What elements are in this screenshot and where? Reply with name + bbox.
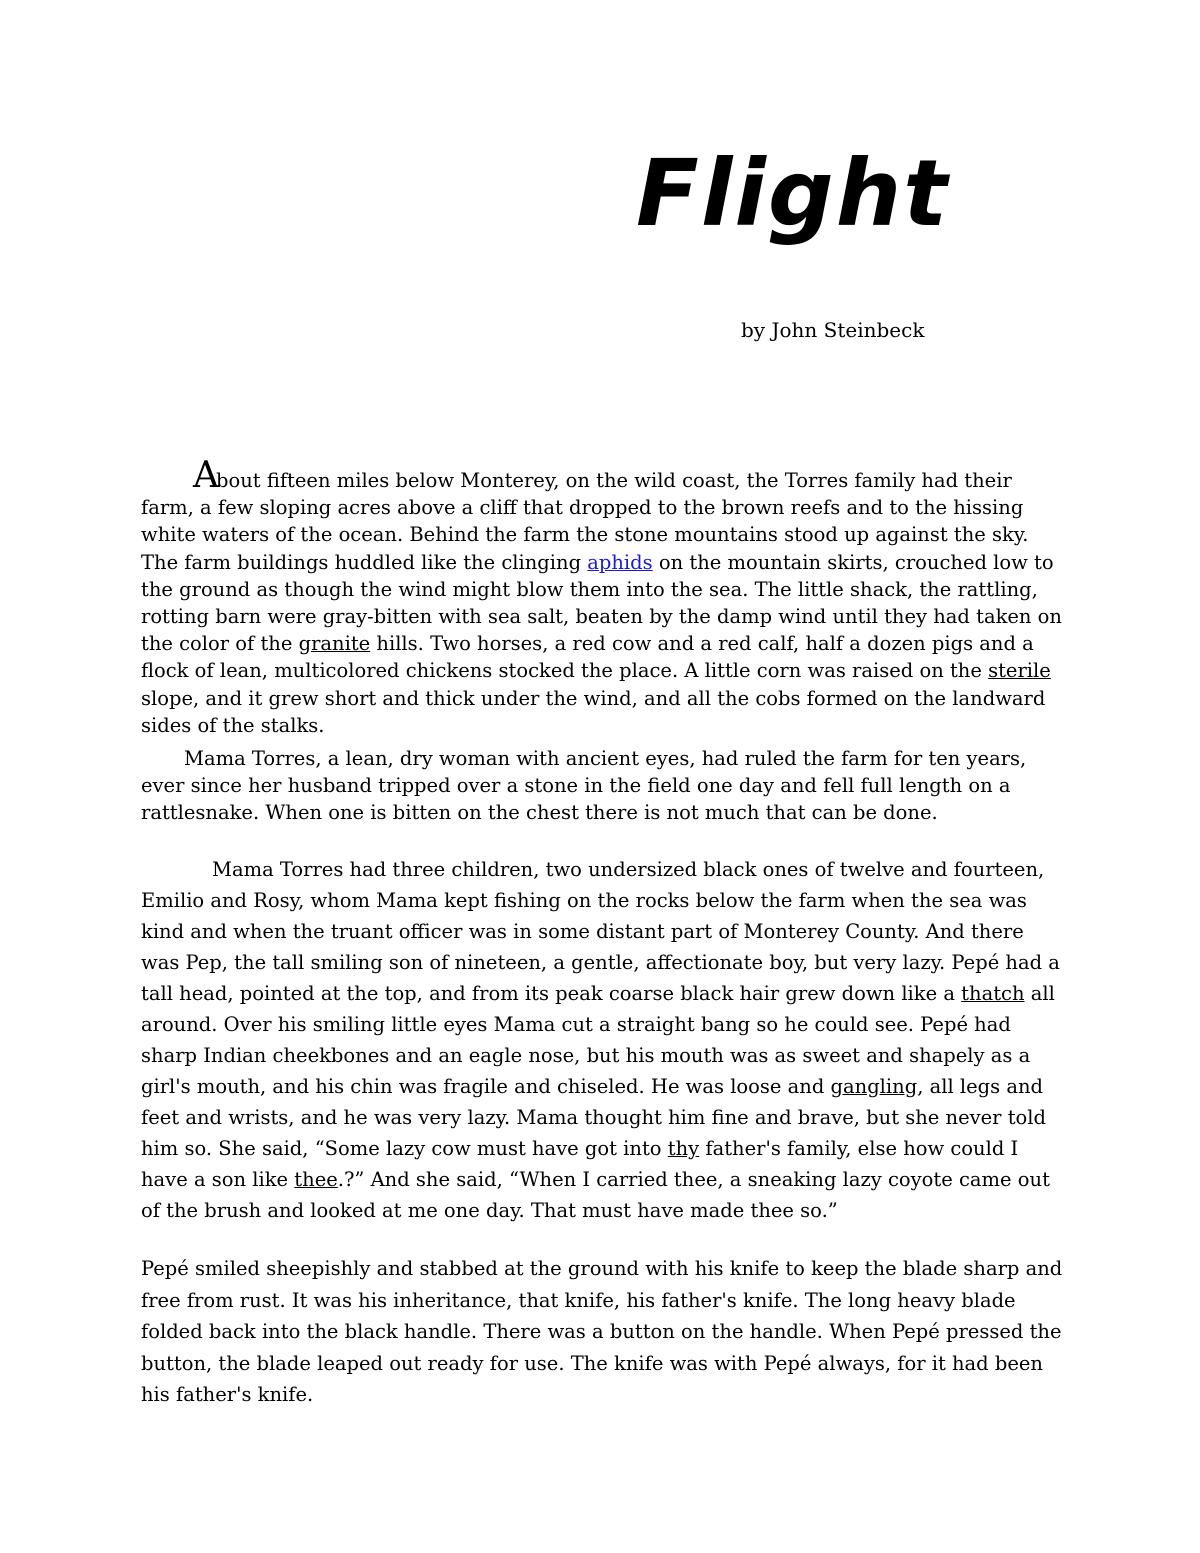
paragraph-text: Mama Torres had three children, two undersized black ones of twelve and fourteen, Emilio and Rosy, whom Mama kept fishing on the rocks below the farm when the sea was kind and when the truant officer was in some distant part of Monterey County. And there was Pep, the tall smiling son of nineteen, a gentle, affectionate boy, but very lazy. Pepé had a tall head, pointed at the top, and from its peak coarse black hair grew down like a — [141, 858, 1060, 1005]
paragraph-text: bout fifteen miles below Monterey, on the wild coast, the Torres family had their farm, a few sloping acres above a cliff that dropped to the brown reefs and to the hissing white waters of the ocean. Behind the farm the stone mountains stood up against the sky. The farm buildings huddled like the clinging — [141, 469, 1029, 574]
paragraph-4 — [141, 1253, 1063, 1411]
paragraph-text: hills. Two horses, a red cow and a red calf, half a dozen pigs and a flock of lean, multicolored chickens stocked the place. A little corn was raised on the — [141, 632, 1034, 683]
paragraph-text: , all legs and feet and wrists, and he was very lazy. Mama thought him fine and brave, but she never told him so. She said, “Some lazy cow must have got into — [141, 1075, 1046, 1160]
paragraph-text: on the mountain skirts, crouched low to the ground as though the wind might blow them into the sea. The little shack, the rattling, rotting barn were gray-bitten with sea salt, beaten by the damp wind until they had taken on the color of the — [141, 550, 1062, 656]
paragraph-text: all around. Over his smiling little eyes Mama cut a straight bang so he could see. Pepé had sharp Indian cheekbones and an eagle nose, but his mouth was as sweet and shapely as a girl's mouth, and his chin was fragile and chiseled. He was loose and — [141, 982, 1055, 1098]
drop-cap: A — [193, 455, 216, 496]
paragraph-text: Mama Torres, a lean, dry woman with ancient eyes, had ruled the farm for ten years, ever since her husband tripped over a stone in the field one day and fell full length on a rattlesnake. When one is bitten on the chest there is not much that can be done. — [141, 747, 1027, 825]
byline: by John Steinbeck — [741, 318, 925, 342]
vocab-word-thatch: thatch — [961, 982, 1025, 1005]
paragraph-text: slope, and it grew short and thick under the wind, and all the cobs formed on the landward sides of the stalks. — [141, 686, 1046, 737]
paragraph-text: .?” And she said, “When I carried thee, a sneaking lazy coyote came out of the brush and looked at me one day. That must have made thee so.” — [141, 1168, 1050, 1222]
vocab-word-thee: thee — [294, 1168, 338, 1191]
paragraph-2 — [141, 745, 1063, 827]
vocab-word-gangling: gangling — [830, 1075, 918, 1098]
vocab-word-sterile: sterile — [988, 659, 1051, 683]
vocab-word-thy: thy — [667, 1137, 700, 1160]
paragraph-1 — [141, 455, 1063, 739]
paragraph-3 — [141, 854, 1063, 1226]
vocab-link-aphids[interactable]: aphids — [587, 550, 653, 574]
paragraph-text: Pepé smiled sheepishly and stabbed at the ground with his knife to keep the blade sharp and free from rust. It was his inheritance, that knife, his father's knife. The long heavy blade folded back into the black handle. There was a button on the handle. When Pepé pressed the button, the blade leaped out ready for use. The knife was with Pepé always, for it had been his father's knife. — [141, 1257, 1063, 1406]
document-title: Flight — [636, 140, 950, 247]
paragraph-text: father's family, else how could I have a son like — [141, 1137, 1019, 1191]
vocab-word-granite: granite — [298, 632, 371, 656]
